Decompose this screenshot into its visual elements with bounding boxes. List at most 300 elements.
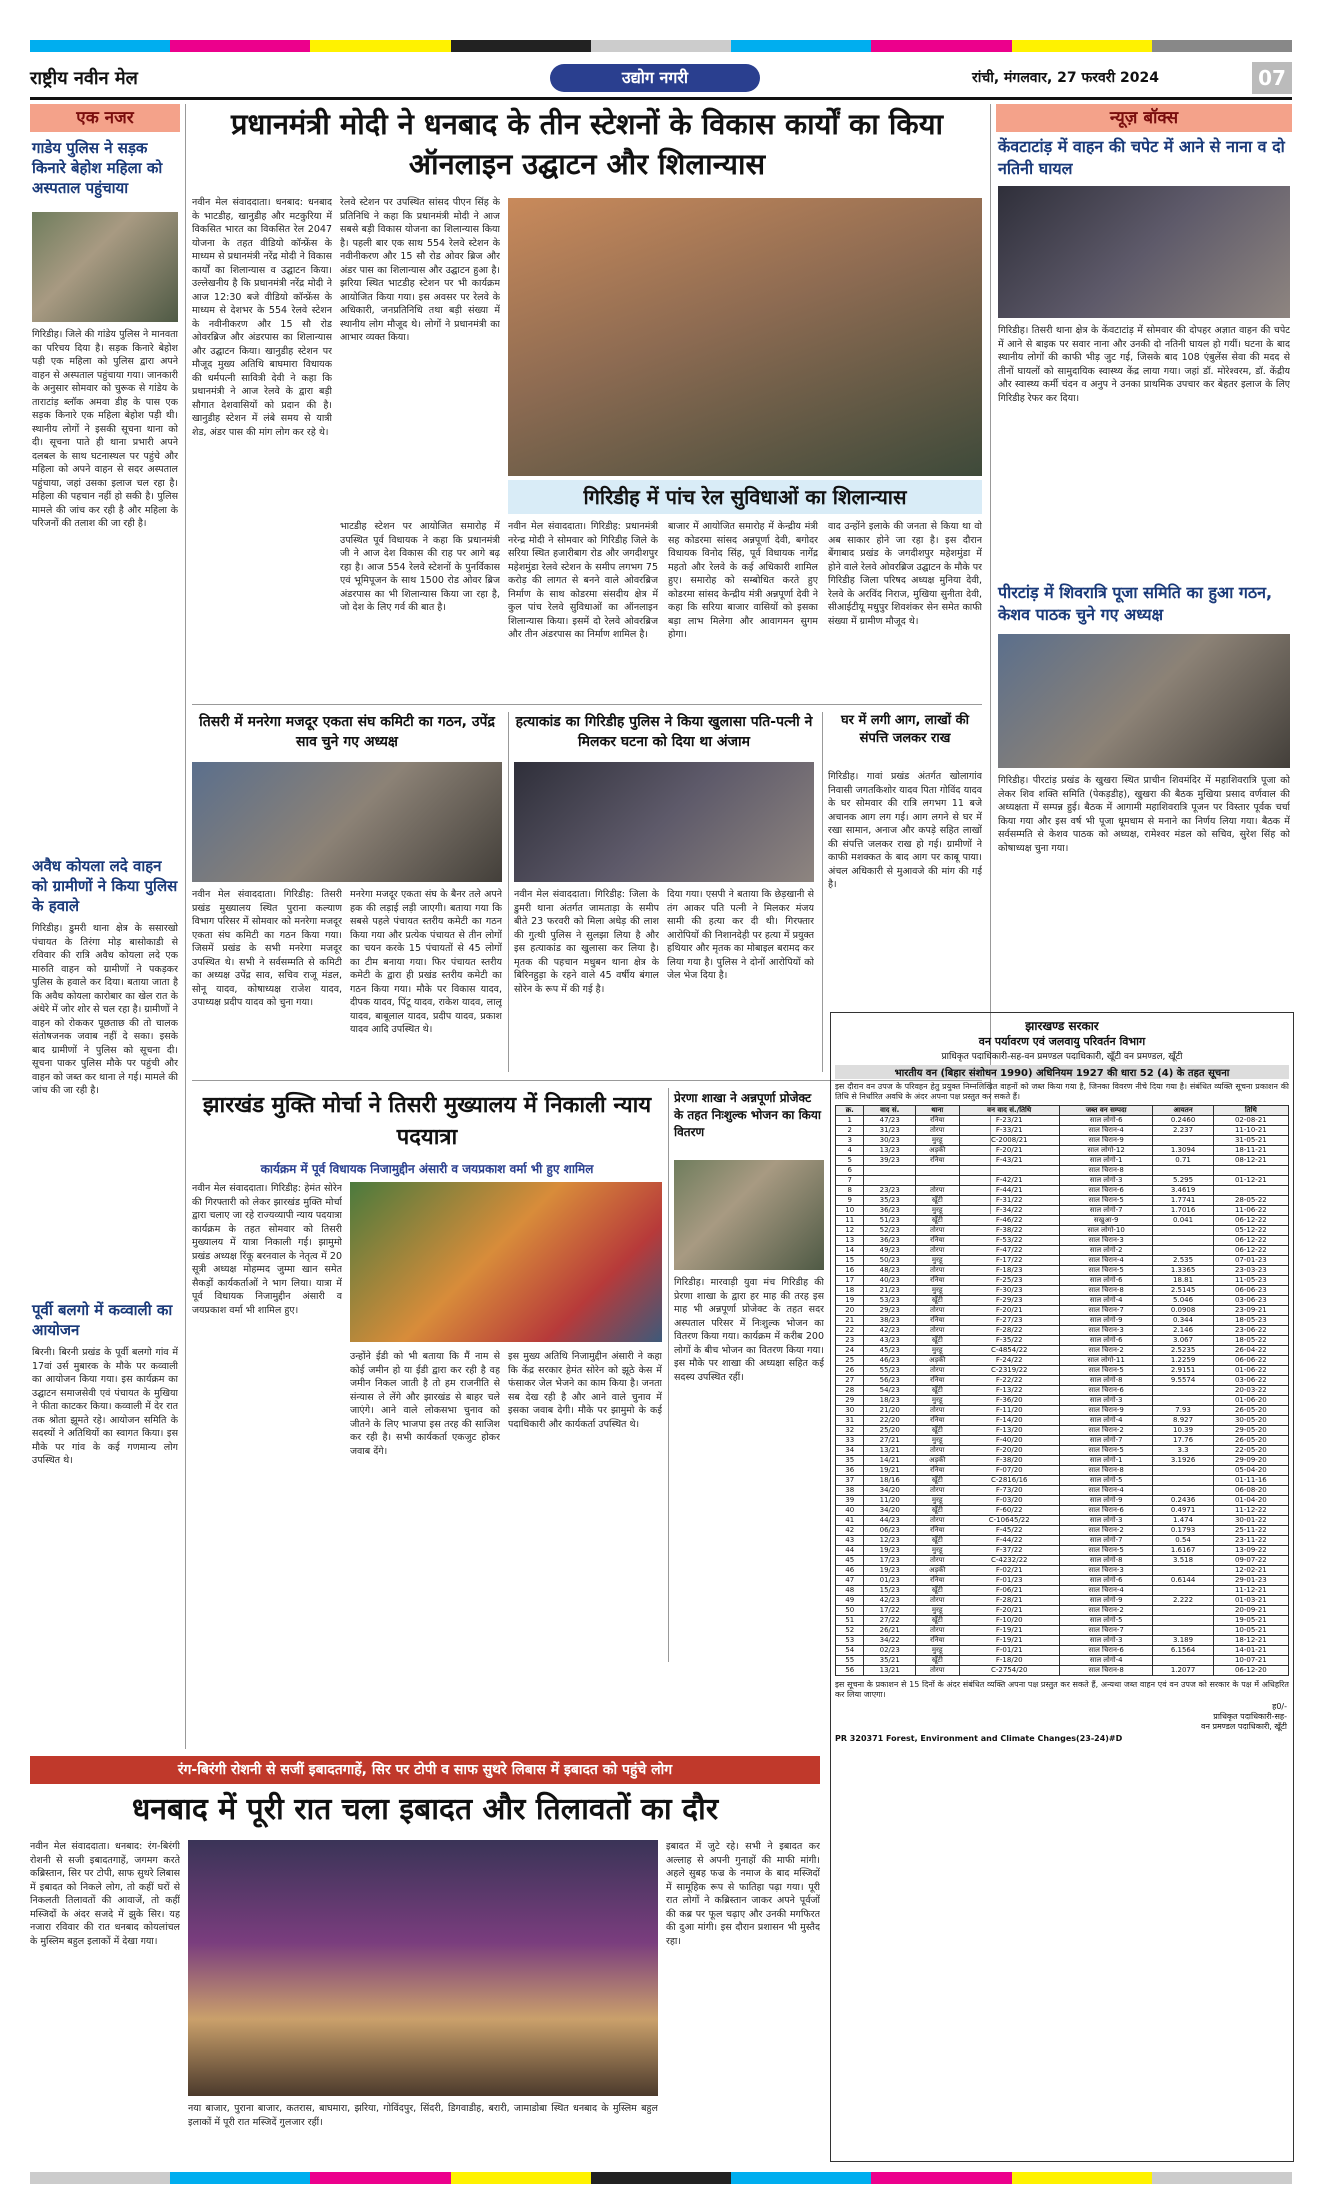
notice-cell: 3.4619 <box>1153 1186 1213 1196</box>
notice-cell: खूँटी <box>915 1426 959 1436</box>
notice-cell: 6.1564 <box>1153 1646 1213 1656</box>
notice-cell: 40/23 <box>864 1276 916 1286</box>
notice-row <box>836 1496 1289 1506</box>
notice-cell: 42/23 <box>864 1596 916 1606</box>
jmm-subhead: कार्यक्रम में पूर्व विधायक निजामुद्दीन अंसारी व जयप्रकाश वर्मा भी हुए शामिल <box>260 1162 594 1176</box>
notice-cell: F-07/20 <box>959 1466 1059 1476</box>
notice-dept: वन पर्यावरण एवं जलवायु परिवर्तन विभाग <box>978 1035 1146 1048</box>
notice-table-wrap <box>835 1105 1289 1676</box>
bottom-band: रंग-बिरंगी रोशनी से सजीं इबादतगाहें, सिर पर टोपी व साफ सुथरे लिबास में इबादत को पहुंचे लोग <box>30 1756 820 1784</box>
notice-cell: 01-12-21 <box>1213 1176 1288 1186</box>
notice-cell: 0.1793 <box>1153 1526 1213 1536</box>
notice-cell: साल लोगो-12 <box>1059 1146 1152 1156</box>
notice-cell: F-60/22 <box>959 1506 1059 1516</box>
notice-row <box>836 1256 1289 1266</box>
notice-cell: 3.067 <box>1153 1336 1213 1346</box>
notice-cell: साल लोगो-5 <box>1059 1616 1152 1626</box>
notice-cell: मुरहू <box>915 1436 959 1446</box>
lead-photo <box>508 198 982 476</box>
notice-row <box>836 1506 1289 1516</box>
notice-cell: F-20/21 <box>959 1306 1059 1316</box>
notice-cell: 7.93 <box>1153 1406 1213 1416</box>
notice-row <box>836 1226 1289 1236</box>
notice-cell: 38/23 <box>864 1316 916 1326</box>
notice-cell: 21 <box>836 1316 864 1326</box>
notice-cell: रनिया <box>915 1576 959 1586</box>
notice-cell: 50/23 <box>864 1256 916 1266</box>
notice-cell: F-01/23 <box>959 1576 1059 1586</box>
notice-cell: 34/20 <box>864 1506 916 1516</box>
lead-body-a: नवीन मेल संवाददाता। धनबाद: धनबाद के भाटडीह, खानुडीह और मटकुरिया में विकसित भारत का विकसित रेल 2047 योजना के तहत वीडियो कॉन्फ्रेंस के माध्यम से प्रधानमंत्री नरेंद्र मोदी ने विकास कार्यों का शिलान्यास व उद्घाटन किया। उल्लेखनीय है कि प्रधानमंत्री नरेंद्र मोदी ने आज 12:30 बजे वीडियो कॉन्फ्रेंस के माध्यम से देशभर के 554 रेलवे स्टेशन के नवीनीकरण और 15 सौ रोड ओवरब्रिज और अंडरपास का शिलान्यास और उद्घाटन किया। खानुडीह स्टेशन पर मौजूद मुख्य अतिथि बाघमारा विधायक की धर्मपत्नी सावित्री देवी ने कहा कि प्रधानमंत्री ने आज रेलवे के द्वारा बड़ी सौगात देशवासियों को प्रदान की है। खानुडीह स्टेशन में लंबे समय से यात्री शेड, अंडर पास की मांग लोग कर रहे थे। <box>192 197 332 438</box>
notice-cell: 3.189 <box>1153 1636 1213 1646</box>
notice-cell: 56/23 <box>864 1376 916 1386</box>
lead-sub-body-b: बाजार में आयोजित समारोह में केन्द्रीय मंत्री सह कोडरमा सांसद अन्नपूर्णा देवी, बगोदर विधायक विनोद सिंह, पूर्व विधायक नागेंद्र महतो और रेलवे के कई अधिकारी शामिल हुए। समारोह को सम्बोधित करते हुए कोडरमा सांसद केन्द्रीय मंत्री अन्नपूर्णा देवी ने कहा कि सरिया बाजार वासियों को इसका बड़ा लाभ मिलेगा और आवागमन सुगम होगा। <box>668 521 818 640</box>
notice-cell: 48/23 <box>864 1266 916 1276</box>
notice-row <box>836 1236 1289 1246</box>
notice-cell <box>1153 1136 1213 1146</box>
right-story1-body: गिरिडीह। तिसरी थाना क्षेत्र के केंवटाटांड़ में सोमवार की दोपहर अज्ञात वाहन की चपेट में आने से बाइक पर सवार नाना और उनकी दो नतिनी घायल हो गयीं। घटना के बाद स्थानीय लोगों की काफी भीड़ जुट गई, जिसके बाद 108 एंबुलेंस सेवा की मदद से तीनों घायलों को सामुदायिक स्वास्थ्य केंद्र लाया गया। जहां डॉ. मोरेश्वरम, डॉ. केंद्रीय और स्वास्थ्य कर्मी चंदन व अनुप ने उनका प्राथमिक उपचार कर बेहतर इलाज के लिए गिरिडीह रेफर कर दिया। <box>998 325 1290 404</box>
notice-cell: 42/23 <box>864 1326 916 1336</box>
page-number: 07 <box>1252 62 1292 94</box>
notice-cell: 19/23 <box>864 1566 916 1576</box>
notice-cell: साल चिरान-6 <box>1059 1646 1152 1656</box>
notice-cell: F-36/20 <box>959 1396 1059 1406</box>
notice-cell: 43 <box>836 1536 864 1546</box>
notice-cell: F-43/21 <box>959 1156 1059 1166</box>
notice-cell: 29 <box>836 1396 864 1406</box>
notice-cell <box>1213 1166 1288 1176</box>
notice-row <box>836 1276 1289 1286</box>
notice-cell <box>1153 1606 1213 1616</box>
notice-row <box>836 1156 1289 1166</box>
notice-cell: F-06/21 <box>959 1586 1059 1596</box>
notice-cell: 12/23 <box>864 1536 916 1546</box>
notice-cell: 11-12-22 <box>1213 1506 1288 1516</box>
notice-cell: 50 <box>836 1606 864 1616</box>
bottom-photo-caption: नया बाजार, पुराना बाजार, कतरास, बाघमारा, झरिया, गोविंदपुर, सिंदरी, डिगवाडीह, बरारी, जामाडोबा स्थित धनबाद के मुस्लिम बहुल इलाकों में पूरी रात मस्जिदें गुलजार रहीं। <box>188 2103 658 2128</box>
notice-cell: 23-11-22 <box>1213 1536 1288 1546</box>
notice-cell: तोरपा <box>915 1626 959 1636</box>
right-story2-photo <box>998 634 1290 768</box>
mgnrega-divider <box>508 712 509 1072</box>
notice-cell: 43/23 <box>864 1336 916 1346</box>
notice-cell: F-14/20 <box>959 1416 1059 1426</box>
notice-cell: F-13/22 <box>959 1386 1059 1396</box>
notice-row <box>836 1206 1289 1216</box>
lead-body-c: भाटडीह स्टेशन पर आयोजित समारोह में उपस्थित पूर्व विधायक ने कहा कि प्रधानमंत्री जी ने आज देश विकास की राह पर आगे बढ़ रहा है। आज 554 रेलवे स्टेशनों के पुनर्विकास एवं भूमिपूजन के साथ 1500 रोड ओवर ब्रिज अंडरपास का भी शिलान्यास किया जा रहा है, जो देश के लिए गर्व की बात है। <box>340 521 500 613</box>
notice-cell: 9.5574 <box>1153 1376 1213 1386</box>
notice-cell: साल चिरान-8 <box>1059 1666 1152 1676</box>
notice-row <box>836 1656 1289 1666</box>
notice-cell: साल लोगो-6 <box>1059 1116 1152 1126</box>
bottom-photo <box>188 1840 658 2096</box>
murder-body-a: नवीन मेल संवाददाता। गिरिडीह: जिला के डुमरी थाना अंतर्गत जामताड़ा के समीप बीते 23 फरवरी को मिला अधेड़ की लाश की गुत्थी पुलिस ने सुलझा लिया है और इस हत्याकांड का खुलासा कर लिया है। मृतक की पहचान मधुबन थाना क्षेत्र के बिरिनहुड़ा के रहने वाले 45 वर्षीय बंगाल सोरेन के रूप में की गई है। <box>514 889 659 995</box>
notice-cell: साल चिरान-2 <box>1059 1346 1152 1356</box>
notice-cell: अड़की <box>915 1566 959 1576</box>
notice-cell: साल चिरान-5 <box>1059 1366 1152 1376</box>
notice-col-header: क्र. <box>836 1106 864 1116</box>
notice-cell: 23-03-23 <box>1213 1266 1288 1276</box>
notice-row <box>836 1446 1289 1456</box>
notice-cell: 11-12-21 <box>1213 1586 1288 1596</box>
notice-cell: 08-12-21 <box>1213 1156 1288 1166</box>
jmm-headline: झारखंड मुक्ति मोर्चा ने तिसरी मुख्यालय में निकाली न्याय पदयात्रा <box>202 1093 652 1150</box>
notice-cell: 24 <box>836 1346 864 1356</box>
notice-cell: 13/21 <box>864 1666 916 1676</box>
notice-cell: साल चिरान-2 <box>1059 1606 1152 1616</box>
notice-cell: 15/23 <box>864 1586 916 1596</box>
notice-cell: 31-05-21 <box>1213 1136 1288 1146</box>
notice-cell: तोरपा <box>915 1126 959 1136</box>
notice-cell: 26-05-20 <box>1213 1436 1288 1446</box>
notice-cell: तोरपा <box>915 1306 959 1316</box>
notice-cell: 10-05-21 <box>1213 1626 1288 1636</box>
notice-cell: 13/21 <box>864 1446 916 1456</box>
section-label: उद्योग नगरी <box>550 64 760 92</box>
notice-cell: 02/23 <box>864 1646 916 1656</box>
notice-cell: 27 <box>836 1376 864 1386</box>
notice-cell: साल लोगो-4 <box>1059 1656 1152 1666</box>
notice-cell: खूँटी <box>915 1296 959 1306</box>
notice-title: भारतीय वन (बिहार संशोधन 1990) अधिनियम 1927 की धारा 52 (4) के तहत सूचना <box>835 1065 1289 1079</box>
notice-cell: 3.1926 <box>1153 1456 1213 1466</box>
notice-cell: F-25/23 <box>959 1276 1059 1286</box>
notice-cell: F-01/21 <box>959 1646 1059 1656</box>
notice-cell <box>1153 1626 1213 1636</box>
notice-cell: रनिया <box>915 1376 959 1386</box>
notice-row <box>836 1186 1289 1196</box>
notice-row <box>836 1486 1289 1496</box>
notice-cell: मुरहू <box>915 1286 959 1296</box>
notice-cell: तोरपा <box>915 1266 959 1276</box>
notice-cell: F-53/22 <box>959 1236 1059 1246</box>
notice-row <box>836 1136 1289 1146</box>
notice-cell: F-44/21 <box>959 1186 1059 1196</box>
notice-cell: F-02/21 <box>959 1566 1059 1576</box>
lead-bottom-rule <box>192 704 982 705</box>
notice-row <box>836 1616 1289 1626</box>
notice-cell: 11/20 <box>864 1496 916 1506</box>
notice-cell: F-11/20 <box>959 1406 1059 1416</box>
notice-cell: 29/23 <box>864 1306 916 1316</box>
left-story1-title: गाडेय पुलिस ने सड़क किनारे बेहोश महिला को अस्पताल पहुंचाया <box>32 139 163 197</box>
notice-cell: 06-06-23 <box>1213 1286 1288 1296</box>
notice-cell: 17.76 <box>1153 1436 1213 1446</box>
notice-row <box>836 1336 1289 1346</box>
notice-cell: साल लोगो-8 <box>1059 1376 1152 1386</box>
notice-cell: 1.3094 <box>1153 1146 1213 1156</box>
notice-cell: तोरपा <box>915 1186 959 1196</box>
notice-cell: 44/23 <box>864 1516 916 1526</box>
notice-cell: 6 <box>836 1166 864 1176</box>
notice-cell: 05-04-20 <box>1213 1466 1288 1476</box>
notice-cell: खूँटी <box>915 1506 959 1516</box>
notice-cell: 23-06-22 <box>1213 1326 1288 1336</box>
notice-cell: 30-05-20 <box>1213 1416 1288 1426</box>
notice-cell: 31 <box>836 1416 864 1426</box>
right-column-header: न्यूज़ बॉक्स <box>996 104 1292 132</box>
govt-notice <box>830 1012 1294 2162</box>
notice-row <box>836 1426 1289 1436</box>
notice-cell: F-31/22 <box>959 1196 1059 1206</box>
notice-cell: साल चिरान-3 <box>1059 1566 1152 1576</box>
notice-row <box>836 1316 1289 1326</box>
notice-row <box>836 1526 1289 1536</box>
notice-cell: 03-06-23 <box>1213 1296 1288 1306</box>
notice-cell: 25-11-22 <box>1213 1526 1288 1536</box>
notice-row <box>836 1266 1289 1276</box>
notice-cell: F-27/23 <box>959 1316 1059 1326</box>
notice-row <box>836 1586 1289 1596</box>
notice-cell: F-38/20 <box>959 1456 1059 1466</box>
notice-cell: साल चिरान-4 <box>1059 1586 1152 1596</box>
mgnrega-photo <box>192 762 502 882</box>
notice-office: प्राधिकृत पदाधिकारी-सह-वन प्रमण्डल पदाधिकारी, खूँटी वन प्रमण्डल, खूँटी <box>941 1052 1183 1062</box>
notice-cell: 11-10-21 <box>1213 1126 1288 1136</box>
right-story2-title: पीरटांड़ में शिवरात्रि पूजा समिति का हुआ गठन, केशव पाठक चुने गए अध्यक्ष <box>998 583 1273 624</box>
notice-cell: 14 <box>836 1246 864 1256</box>
notice-cell <box>1153 1476 1213 1486</box>
notice-row <box>836 1346 1289 1356</box>
notice-cell: 54/23 <box>864 1386 916 1396</box>
notice-cell: 06-12-22 <box>1213 1236 1288 1246</box>
left-story3-title: पूर्वी बलगो में कव्वाली का आयोजन <box>32 1301 173 1339</box>
notice-cell: मुरहू <box>915 1136 959 1146</box>
notice-cell: खूँटी <box>915 1476 959 1486</box>
notice-pr: PR 320371 Forest, Environment and Climate Changes(23-24)#D <box>835 1734 1123 1743</box>
notice-cell: 2.146 <box>1153 1326 1213 1336</box>
notice-cell: 11-06-22 <box>1213 1206 1288 1216</box>
notice-row <box>836 1356 1289 1366</box>
jmm-photo <box>350 1182 662 1342</box>
notice-cell: 17/23 <box>864 1556 916 1566</box>
jmm-body-a: नवीन मेल संवाददाता। गिरिडीह: हेमंत सोरेन की गिरफ्तारी को लेकर झारखंड मुक्ति मोर्चा द्वारा चलाए जा रहे राज्यव्यापी न्याय पदयात्रा कार्यक्रम के तहत सोमवार को तिसरी मुख्यालय में यात्रा निकाली गई। झामुमो प्रखंड अध्यक्ष रिंकू बरनवाल के नेतृत्व में 20 सूत्री अध्यक्ष मोहम्मद जुम्मा खान समेत सैकड़ों कार्यकर्ताओं ने भाग लिया। यात्रा में पूर्व विधायक निजामुद्दीन अंसारी व जयप्रकाश वर्मा भी शामिल हुए। <box>192 1183 342 1316</box>
notice-row <box>836 1126 1289 1136</box>
notice-cell: साल चिरान-4 <box>1059 1256 1152 1266</box>
notice-cell: 05-12-22 <box>1213 1226 1288 1236</box>
notice-cell: साल लोगो-6 <box>1059 1276 1152 1286</box>
notice-cell: 22 <box>836 1326 864 1336</box>
notice-cell <box>1153 1226 1213 1236</box>
notice-cell: 02-08-21 <box>1213 1116 1288 1126</box>
bottom-body-b: इबादत में जुटे रहे। सभी ने इबादत कर अल्लाह से अपनी गुनाहों की माफी मांगी। अहले सुबह फज्र के नमाज के बाद मस्जिदों में सामूहिक रूप से फातिहा पढ़ा गया। पूरी रात लोगों ने कब्रिस्तान जाकर अपने पूर्वजों की कब्र पर फूल चढ़ाए और उनकी मगफिरत की दुआ मांगी। इस दौरान प्रशासन भी मुस्तैद रहा। <box>666 1841 820 1947</box>
notice-cell: 36 <box>836 1466 864 1476</box>
notice-cell: F-29/23 <box>959 1296 1059 1306</box>
notice-cell: 18 <box>836 1286 864 1296</box>
notice-sign: ह0/- प्राधिकृत पदाधिकारी-सह- वन प्रमण्डल पदाधिकारी, खूँटी <box>1201 1702 1287 1731</box>
notice-cell: खूँटी <box>915 1536 959 1546</box>
notice-cell: साल लोगो-7 <box>1059 1206 1152 1216</box>
notice-row <box>836 1576 1289 1586</box>
notice-cell: 35 <box>836 1456 864 1466</box>
notice-cell: खूँटी <box>915 1586 959 1596</box>
notice-cell: खूँटी <box>915 1386 959 1396</box>
notice-cell: 52 <box>836 1626 864 1636</box>
notice-cell: 36/23 <box>864 1236 916 1246</box>
notice-cell: F-23/21 <box>959 1116 1059 1126</box>
notice-cell: 51/23 <box>864 1216 916 1226</box>
notice-cell: 29-01-23 <box>1213 1576 1288 1586</box>
notice-cell: 3.3 <box>1153 1446 1213 1456</box>
notice-cell: 0.6144 <box>1153 1576 1213 1586</box>
notice-cell: C-4232/22 <box>959 1556 1059 1566</box>
notice-cell: साल चिरान-8 <box>1059 1466 1152 1476</box>
notice-cell: 26-05-20 <box>1213 1406 1288 1416</box>
notice-cell: 14/21 <box>864 1456 916 1466</box>
notice-cell: 8.927 <box>1153 1416 1213 1426</box>
notice-cell: 5.046 <box>1153 1296 1213 1306</box>
notice-cell: 17/22 <box>864 1606 916 1616</box>
notice-cell: 31/23 <box>864 1126 916 1136</box>
notice-cell: मुरहू <box>915 1396 959 1406</box>
murder-photo <box>514 762 814 882</box>
notice-cell: 06-12-22 <box>1213 1216 1288 1226</box>
notice-cell: मुरहू <box>915 1496 959 1506</box>
notice-row <box>836 1556 1289 1566</box>
notice-cell: रनिया <box>915 1416 959 1426</box>
notice-cell: साल लोगो-7 <box>1059 1436 1152 1446</box>
notice-row <box>836 1516 1289 1526</box>
notice-cell: साल चिरान-5 <box>1059 1196 1152 1206</box>
notice-row <box>836 1636 1289 1646</box>
notice-cell: 49 <box>836 1596 864 1606</box>
notice-cell: C-10645/22 <box>959 1516 1059 1526</box>
notice-cell: 44 <box>836 1546 864 1556</box>
notice-cell: 20 <box>836 1306 864 1316</box>
notice-cell: 45/23 <box>864 1346 916 1356</box>
notice-cell: साल चिरान-6 <box>1059 1186 1152 1196</box>
notice-cell: 13 <box>836 1236 864 1246</box>
notice-cell: F-40/20 <box>959 1436 1059 1446</box>
notice-row <box>836 1296 1289 1306</box>
jmm-body-b: उन्होंने ईडी को भी बताया कि मैं नाम से कोई जमीन हो या ईडी द्वारा कर रही है वह जमीन निकल जाती है तो हम राजनीति से संन्यास ले लेंगे और झारखंड से बाहर चले जाएंगे। आने वाले लोकसभा चुनाव को जीतने के लिए भाजपा इस तरह की साजिश कर रही है। सभी कार्यकर्ता एकजुट होकर जवाब देंगे। <box>350 1351 500 1457</box>
lead-sub-body-c: वाद उन्होंने इलाके की जनता से किया था वो अब साकार होने जा रहा है। इस दौरान बेंगाबाद प्रखंड के जगदीशपुर महेशमुंडा में होने वाले रेलवे ओवरब्रिज उद्घाटन के मौके पर गिरिडीह जिला परिषद अध्यक्ष मुनिया देवी, रेलवे के अरविंद निराज, मुखिया सुनीता देवी, सीआईटीयू मधुपुर शिवशंकर सेन समेत काफी संख्या में ग्रामीण मौजूद थे। <box>828 521 982 627</box>
lead-body-b: रेलवे स्टेशन पर उपस्थित सांसद पीएन सिंह के प्रतिनिधि ने कहा कि प्रधानमंत्री मोदी ने आज सबसे बड़ी विकास योजना का शिलान्यास किया है। पहली बार एक साथ 554 रेलवे स्टेशन के नवीनीकरण और 15 सौ रोड ओवर ब्रिज और अंडर पास का शिलान्यास और उद्घाटन हुआ है। झरिया स्थित भाटडीह स्टेशन पर भी कार्यक्रम आयोजित किया गया। इस अवसर पर रेलवे के अधिकारी, जनप्रतिनिधि तथा बड़ी संख्या में स्थानीय लोग मौजूद थे। लोगों ने प्रधानमंत्री का आभार व्यक्त किया। <box>340 197 500 343</box>
notice-col-header: आयतन <box>1153 1106 1213 1116</box>
notice-cell: साल चिरान-4 <box>1059 1126 1152 1136</box>
notice-intro: इस दौरान वन उपज के परिवहन हेतु प्रयुक्त निम्नलिखित वाहनों को जब्त किया गया है, जिनका विवरण नीचे दिया गया है। संबंधित व्यक्ति सूचना प्रकाशन की तिथि से निर्धारित अवधि के अंदर अपना पक्ष प्रस्तुत कर सकते हैं। <box>835 1082 1289 1101</box>
notice-cell: साल चिरान-2 <box>1059 1426 1152 1436</box>
notice-row <box>836 1536 1289 1546</box>
notice-cell: 36/23 <box>864 1206 916 1216</box>
notice-row <box>836 1456 1289 1466</box>
notice-cell: F-30/23 <box>959 1286 1059 1296</box>
notice-cell: 0.71 <box>1153 1156 1213 1166</box>
notice-row <box>836 1196 1289 1206</box>
notice-cell: तोरपा <box>915 1486 959 1496</box>
notice-cell: 13-09-22 <box>1213 1546 1288 1556</box>
notice-cell: साल लोगो-2 <box>1059 1246 1152 1256</box>
notice-cell: रनिया <box>915 1636 959 1646</box>
notice-cell: साल लोगो-11 <box>1059 1356 1152 1366</box>
notice-cell: F-20/20 <box>959 1446 1059 1456</box>
notice-cell: रनिया <box>915 1316 959 1326</box>
notice-cell: 35/23 <box>864 1196 916 1206</box>
notice-cell <box>1153 1566 1213 1576</box>
notice-cell: F-19/21 <box>959 1636 1059 1646</box>
notice-cell: 26-04-22 <box>1213 1346 1288 1356</box>
notice-cell: 27/21 <box>864 1436 916 1446</box>
notice-cell: 2.237 <box>1153 1126 1213 1136</box>
notice-cell: 1.474 <box>1153 1516 1213 1526</box>
notice-cell: 7 <box>836 1176 864 1186</box>
notice-footer: इस सूचना के प्रकाशन से 15 दिनों के अंदर संबंधित व्यक्ति अपना पक्ष प्रस्तुत कर सकते हैं, अन्यथा जब्त वाहन एवं वन उपज को सरकार के पक्ष में अधिहरित कर लिया जाएगा। <box>835 1680 1289 1699</box>
notice-cell: 25 <box>836 1356 864 1366</box>
notice-cell: अड़की <box>915 1456 959 1466</box>
notice-row <box>836 1476 1289 1486</box>
notice-cell: F-34/22 <box>959 1206 1059 1216</box>
notice-cell: 15 <box>836 1256 864 1266</box>
notice-cell: 0.2436 <box>1153 1496 1213 1506</box>
notice-cell: F-33/21 <box>959 1126 1059 1136</box>
notice-cell: 1.7741 <box>1153 1196 1213 1206</box>
notice-row <box>836 1146 1289 1156</box>
notice-cell: F-17/22 <box>959 1256 1059 1266</box>
notice-cell: साल लोगो-9 <box>1059 1316 1152 1326</box>
notice-cell: 5 <box>836 1156 864 1166</box>
notice-cell: 13/23 <box>864 1146 916 1156</box>
notice-row <box>836 1366 1289 1376</box>
notice-col-header: तिथि <box>1213 1106 1288 1116</box>
notice-row <box>836 1646 1289 1656</box>
notice-cell: 21/23 <box>864 1286 916 1296</box>
notice-cell: साल लोगो-3 <box>1059 1396 1152 1406</box>
right-story1-photo <box>998 186 1290 318</box>
notice-cell: 39 <box>836 1496 864 1506</box>
notice-cell: रनिया <box>915 1236 959 1246</box>
notice-cell: 03-06-22 <box>1213 1376 1288 1386</box>
notice-cell: 0.041 <box>1153 1216 1213 1226</box>
notice-cell: F-10/20 <box>959 1616 1059 1626</box>
notice-cell: 40 <box>836 1506 864 1516</box>
notice-cell: F-18/23 <box>959 1266 1059 1276</box>
notice-col-header: वन वाद सं./तिथि <box>959 1106 1059 1116</box>
notice-table-header <box>836 1106 1289 1116</box>
notice-cell: साल चिरान-8 <box>1059 1286 1152 1296</box>
notice-cell: 45 <box>836 1556 864 1566</box>
notice-cell: 2 <box>836 1126 864 1136</box>
notice-cell: F-28/22 <box>959 1326 1059 1336</box>
notice-cell <box>1153 1586 1213 1596</box>
notice-cell: 9 <box>836 1196 864 1206</box>
notice-cell <box>915 1176 959 1186</box>
notice-cell: साल लोगो-1 <box>1059 1456 1152 1466</box>
notice-cell: 11 <box>836 1216 864 1226</box>
notice-cell: F-35/22 <box>959 1336 1059 1346</box>
notice-cell: 28 <box>836 1386 864 1396</box>
notice-cell: 19/21 <box>864 1466 916 1476</box>
notice-cell: 0.4971 <box>1153 1506 1213 1516</box>
notice-cell: साल चिरान-9 <box>1059 1406 1152 1416</box>
notice-cell: साल लोगो-3 <box>1059 1516 1152 1526</box>
notice-cell: 19/23 <box>864 1546 916 1556</box>
notice-cell: 55 <box>836 1656 864 1666</box>
notice-cell: तोरपा <box>915 1326 959 1336</box>
right-story2-body: गिरिडीह। पीरटांड़ प्रखंड के खुखरा स्थित प्राचीन शिवमंदिर में महाशिवरात्रि पूजा को लेकर शिव शक्ति समिति (पेकड़डीह), खुखरा की बैठक मुखिया प्रसाद वर्णवाल की अध्यक्षता में सम्पन्न हुई। बैठक में आगामी महाशिवरात्रि पूजन पर विस्तार पूर्वक चर्चा किया गया और इस वर्ष भी पूजा धूमधाम से मनाने का निर्णय लिया गया। बैठक में सर्वसम्मति से केशव पाठक को अध्यक्ष, रामेश्वर मंडल को सचिव, सुरेश सिंह को कोषाध्यक्ष चुना गया। <box>998 775 1290 854</box>
notice-cell: F-47/22 <box>959 1246 1059 1256</box>
notice-cell: साल चिरान-5 <box>1059 1266 1152 1276</box>
notice-cell: तोरपा <box>915 1226 959 1236</box>
notice-cell: रनिया <box>915 1116 959 1126</box>
notice-cell: मुरहू <box>915 1256 959 1266</box>
notice-cell <box>1153 1166 1213 1176</box>
notice-row <box>836 1606 1289 1616</box>
notice-cell: 2.9151 <box>1153 1366 1213 1376</box>
notice-cell: 18/23 <box>864 1396 916 1406</box>
notice-cell: 54 <box>836 1646 864 1656</box>
notice-cell: 5.295 <box>1153 1176 1213 1186</box>
notice-cell: 20-03-22 <box>1213 1386 1288 1396</box>
